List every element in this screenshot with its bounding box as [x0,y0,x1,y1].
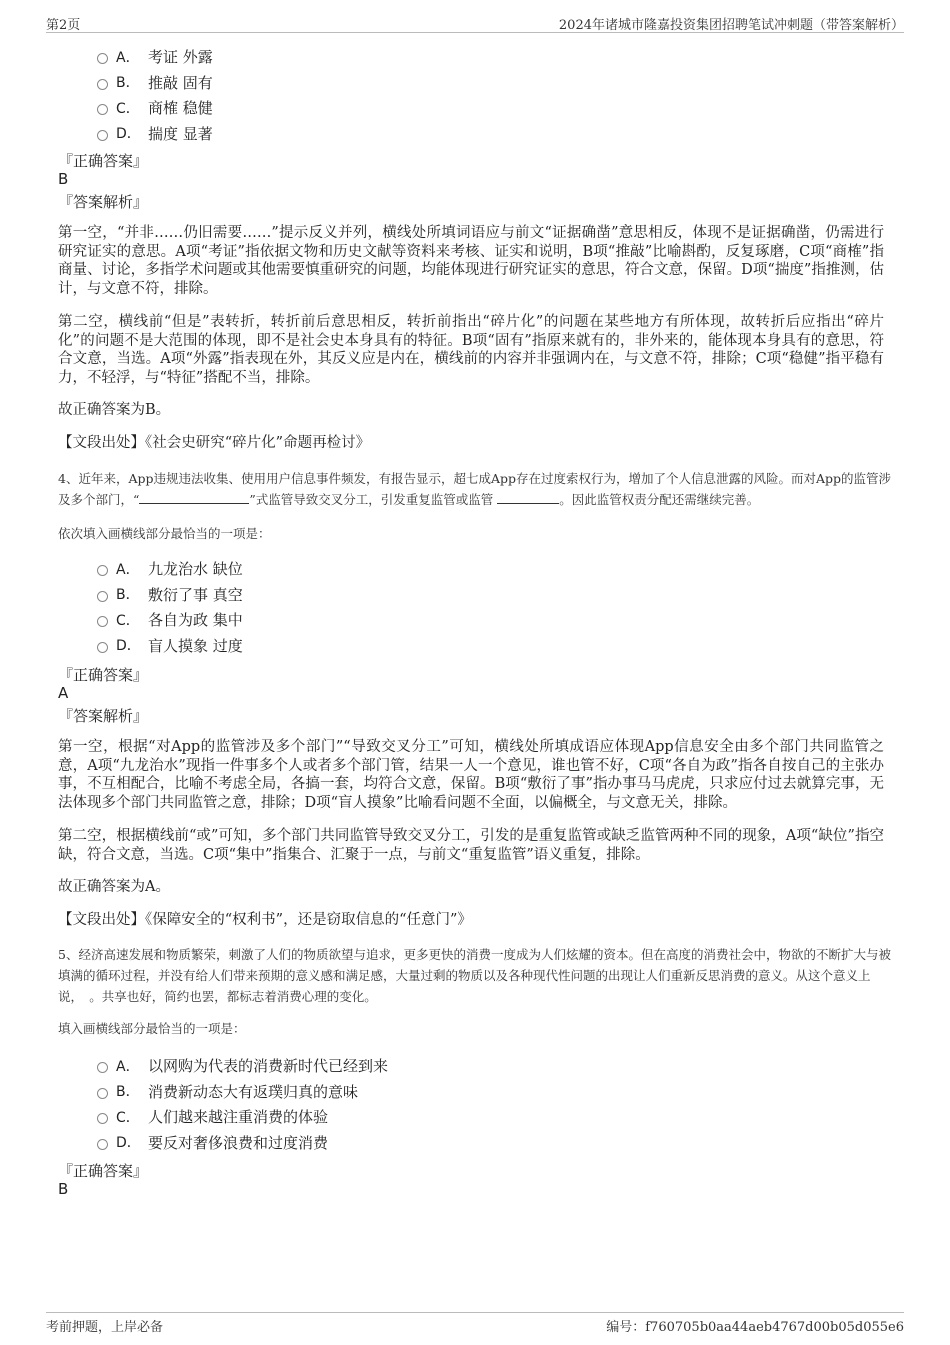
radio-icon[interactable] [97,53,108,64]
q4-blank-2 [497,491,559,504]
radio-icon[interactable] [97,1113,108,1124]
page-number: 第2页 [46,18,81,33]
page-header [46,14,904,33]
q4-question: 4、近年来，App违规违法收集、使用用户信息事件频发，有报告显示，超七成App存在过度索权行为，增加了个人信息泄露的风险。而对App的监管涉及多个部门，“ ”式监管导致交叉分工，引发重复监管或监管 。因此监管权责分配还需继续完善。 [58,471,892,507]
document-code: 编号：f760705b0aa44aeb4767d00b05d055e6 [606,1320,904,1335]
q3-option-b[interactable]: B． 推敲 固有 [97,70,213,96]
footer-slogan: 考前押题，上岸必备 [46,1320,164,1335]
correct-answer-label: 『正确答案』 [58,1162,149,1180]
radio-icon[interactable] [97,130,108,141]
q5-option-d[interactable]: D． 要反对奢侈浪费和过度消费 [97,1130,388,1156]
q3-option-c[interactable]: C． 商榷 稳健 [97,95,213,121]
q4-option-b[interactable]: B． 敷衍了事 真空 [97,582,243,608]
q5-option-b[interactable]: B． 消费新动态大有返璞归真的意味 [97,1079,388,1105]
q3-answer: B [58,170,69,188]
q3-conclusion: 故正确答案为B。 [58,402,171,418]
document-title: 2024年诸城市隆嘉投资集团招聘笔试冲刺题（带答案解析） [558,18,904,33]
radio-icon[interactable] [97,104,108,115]
q3-analysis-1: 第一空，“并非……仍旧需要……”提示反义并列，横线处所填词语应与前文“证据确凿”意思相反，体现不是证据确凿，仍需进行研究证实的意思。A项“考证”指依据文物和历史文献等资料来考核、证实和说明，B项“推敲”比喻斟酌，反复琢磨，C项“商榷”指商量、讨论，多指学术问题或其他需要慎重研究的问题，均能体现进行研究证实的意思，符合文意，保留。D项“揣度”指推测，估计，与文意不符，排除。 [58,225,884,297]
q4-prompt: 依次填入画横线部分最恰当的一项是： [58,526,271,541]
q5-prompt: 填入画横线部分最恰当的一项是： [58,1021,246,1036]
q4-source: 【文段出处】《保障安全的“权利书”，还是窃取信息的“任意门”》 [58,912,472,928]
radio-icon[interactable] [97,616,108,627]
radio-icon[interactable] [97,1062,108,1073]
q4-conclusion: 故正确答案为A。 [58,879,170,895]
radio-icon[interactable] [97,1139,108,1150]
q3-options [97,44,213,146]
q3-analysis-2: 第二空，横线前“但是”表转折，转折前后意思相反，转折前指出“碎片化”的问题在某些地方有所体现，故转折后应指出“碎片化”的问题不是大范围的体现，即不是社会史本身具有的特征。B项“固有”指原来就有的，非外来的，能体现本身具有的意思，符合文意，当选。A项“外露”指表现在外，其反义应是内在，横线前的内容并非强调内在，与文意不符，排除；C项“稳健”指平稳有力，不轻浮，与“特征”搭配不当，排除。 [58,314,884,386]
q3-option-d[interactable]: D． 揣度 显著 [97,121,213,147]
q5-option-c[interactable]: C． 人们越来越注重消费的体验 [97,1104,388,1130]
q4-analysis-2: 第二空，根据横线前“或”可知，多个部门共同监管导致交叉分工，引发的是重复监管或缺乏监管两种不同的现象，A项“缺位”指空缺，符合文意，当选。C项“集中”指集合、汇聚于一点，与前文“重复监管”语义重复，排除。 [58,828,884,863]
analysis-label: 『答案解析』 [58,193,149,211]
q3-option-a[interactable]: A． 考证 外露 [97,44,213,70]
q4-analysis-1: 第一空，根据“对App的监管涉及多个部门”“导致交叉分工”可知，横线处所填成语应体现App信息安全由多个部门共同监管之意，A项“九龙治水”现指一件事多个人或者多个部门管，结果一人一个意见，谁也管不好，C项“各自为政”指各自按自己的主张办事，不互相配合，比喻不考虑全局，各搞一套，均符合文意，保留。B项“敷衍了事”指办事马马虎虎，只求应付过去就算完事，无法体现多个部门共同监管之意，排除；D项“盲人摸象”比喻看问题不全面，以偏概全，与文意无关，排除。 [58,739,884,811]
radio-icon[interactable] [97,565,108,576]
q4-answer: A [58,684,69,702]
q4-options [97,556,243,658]
radio-icon[interactable] [97,642,108,653]
q5-option-a[interactable]: A． 以网购为代表的消费新时代已经到来 [97,1053,388,1079]
q4-option-a[interactable]: A． 九龙治水 缺位 [97,556,243,582]
radio-icon[interactable] [97,79,108,90]
q4-option-d[interactable]: D． 盲人摸象 过度 [97,633,243,659]
correct-answer-label: 『正确答案』 [58,152,149,170]
q4-option-c[interactable]: C． 各自为政 集中 [97,607,243,633]
page-footer [46,1312,904,1336]
analysis-label: 『答案解析』 [58,707,149,725]
q4-blank-1 [139,491,249,504]
radio-icon[interactable] [97,1088,108,1099]
correct-answer-label: 『正确答案』 [58,666,149,684]
q5-question: 5、经济高速发展和物质繁荣，刺激了人们的物质欲望与追求，更多更快的消费一度成为人们炫耀的资本。但在高度的消费社会中，物欲的不断扩大与被填满的循环过程，并没有给人们带来预期的意义感和满足感，大量过剩的物质以及各种现代性问题的出现让人们重新反思消费的意义。从这个意义上说， 。共享也好，简约也罢，都标志着消费心理的变化。 [58,947,891,1004]
q3-source: 【文段出处】《社会史研究“碎片化”命题再检讨》 [58,435,371,451]
radio-icon[interactable] [97,591,108,602]
q5-answer: B [58,1180,69,1198]
q5-options [97,1053,388,1155]
